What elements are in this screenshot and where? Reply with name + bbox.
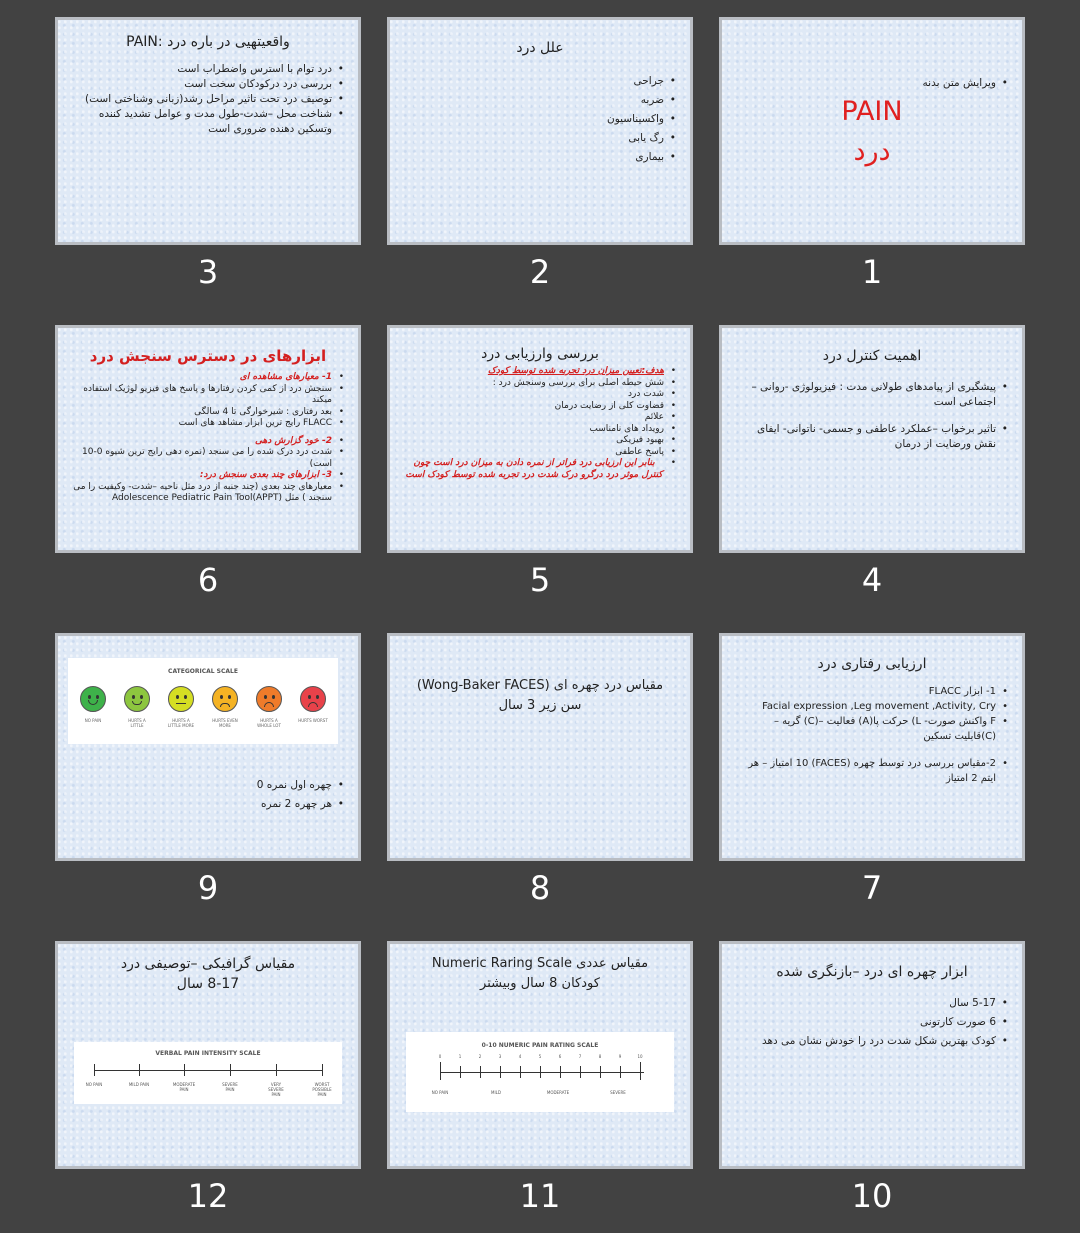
slide-5 (387, 325, 693, 553)
slide-title: بررسی وارزیابی درد (481, 346, 599, 362)
list-item: • ضربه (404, 91, 676, 110)
scale-number: 9 (618, 1054, 622, 1059)
scale-number: 7 (578, 1054, 582, 1059)
verbal-scale-image (74, 1042, 342, 1104)
list-item: • توصیف درد تحت تاثیر مراحل رشد(زبانی وشناختی است) (72, 92, 344, 107)
list-item: • F واکنش صورت- L) حرکت پا(A) فعالیت –(C) گریه –(C)قابلیت تسکین (736, 714, 1008, 744)
list-item: • 2-مقیاس بررسی درد توسط چهره (FACES) 10 امتیاز – هر ایتم 2 امتیاز (736, 756, 1008, 786)
bullet-list (72, 62, 344, 137)
list-item: • علائم (404, 412, 676, 424)
bullet-list (72, 372, 344, 505)
slide-2 (387, 17, 693, 245)
list-item: • بررسی درد درکودکان سخت است (72, 77, 344, 92)
list-item: • 1- ابزار FLACC (736, 684, 1008, 699)
slide-4 (719, 325, 1025, 553)
scale-label: NO PAIN (431, 1090, 449, 1095)
list-item: • شش حیطه اصلی برای بررسی وسنجش درد : (404, 378, 676, 390)
slide-subtitle: 8-17 سال (176, 976, 240, 992)
face-icon (300, 686, 326, 712)
list-item: • 6 صورت کارتونی (736, 1013, 1008, 1032)
list-item: • هدف:تعیین میزان درد تجربه شده توسط کودک (404, 366, 676, 378)
slide-number: 4 (861, 561, 883, 599)
scale-number: 10 (637, 1054, 643, 1059)
scale-number: 2 (478, 1054, 482, 1059)
scale-number: 3 (498, 1054, 502, 1059)
bullet-list (404, 72, 676, 167)
list-item: • ویرایش متن بدنه (736, 76, 1008, 91)
slide-number: 7 (861, 869, 883, 907)
list-item: • FLACC رایج ترین ابزار مشاهد های است (72, 418, 344, 430)
slide-number: 2 (529, 253, 551, 291)
numeric-scale-image (406, 1032, 674, 1112)
face-label: NO PAIN (84, 718, 102, 723)
slide-title: ابزار چهره ای درد –بازنگری شده (776, 964, 968, 980)
bullet-list (736, 684, 1008, 786)
list-item: • بنابر این ارزیابی درد فراتر از نمره دادن به میزان درد است چون کنترل موثر درد درگرو درک شدت درد تجربه شده توسط کودک است (404, 458, 676, 481)
list-item: • 2- خود گزارش دهی (72, 436, 344, 448)
scale-label: MODERATE (546, 1090, 570, 1095)
list-item: • 5-17 سال (736, 994, 1008, 1013)
bullet-list (736, 994, 1008, 1051)
list-item: • شدت درد (404, 389, 676, 401)
list-item: • جراحی (404, 72, 676, 91)
slide-number: 8 (529, 869, 551, 907)
list-item: • 3- ابزارهای چند بعدی سنجش درد: (72, 470, 344, 482)
slide-number: 1 (861, 253, 883, 291)
list-item: • Facial expression ,Leg movement ,Activity, Cry (736, 699, 1008, 714)
slide-number: 10 (851, 1177, 893, 1215)
slide-11 (387, 941, 693, 1169)
list-item: • قضاوت کلی از رضایت درمان (404, 401, 676, 413)
slide-title-fa: درد (853, 136, 891, 167)
list-item: • رویداد های نامناسب (404, 424, 676, 436)
slide-title: علل درد (516, 40, 564, 56)
slide-subtitle: سن زیر 3 سال (498, 698, 582, 713)
slide-number: 6 (197, 561, 219, 599)
face-icon (80, 686, 106, 712)
list-item: • پاسخ عاطفی (404, 447, 676, 459)
bullet-list (72, 776, 344, 814)
scale-title: 0-10 NUMERIC PAIN RATING SCALE (481, 1042, 599, 1049)
scale-label: NO PAIN (85, 1082, 103, 1087)
slide-number: 3 (197, 253, 219, 291)
categorical-scale-image (68, 658, 338, 744)
face-label: HURTS A LITTLE MORE (167, 718, 195, 728)
scale-title: CATEGORICAL SCALE (168, 668, 238, 675)
scale-label: SEVERE PAIN (222, 1082, 238, 1092)
face-icon (256, 686, 282, 712)
list-item: • شناخت محل –شدت-طول مدت و عوامل تشدید کننده وتسکین دهنده ضروری است (72, 107, 344, 137)
list-item: • کودک بهترین شکل شدت درد را خودش نشان می دهد (736, 1032, 1008, 1051)
scale-number: 5 (538, 1054, 542, 1059)
face-label: HURTS A WHOLE LOT (257, 718, 281, 728)
slide-title: ابزارهای در دسترس سنجش درد (89, 347, 327, 365)
face-icon (212, 686, 238, 712)
bullet-list (736, 380, 1008, 452)
scale-number: 0 (438, 1054, 442, 1059)
slide-title: مقیاس درد چهره ای (Wong-Baker FACES) (416, 678, 664, 693)
slide-3 (55, 17, 361, 245)
slide-number: 12 (187, 1177, 229, 1215)
face-icon (168, 686, 194, 712)
scale-label: VERY SEVERE PAIN (268, 1082, 284, 1097)
slide-7 (719, 633, 1025, 861)
list-item: • بهبود فیزیکی (404, 435, 676, 447)
slide-12 (55, 941, 361, 1169)
scale-label: MILD (491, 1090, 501, 1095)
slide-title: ارزیابی رفتاری درد (817, 656, 927, 672)
slide-title-en: PAIN (841, 96, 903, 127)
list-item: • 1- معیارهای مشاهده ای (72, 372, 344, 384)
list-item: • معیارهای چند بعدی (چند جنبه از درد مثل ناحیه –شدت- وکیفیت را می سنجند ) مثل Adolescence Pediatric Pain Tool(APPT) (72, 482, 344, 505)
face-label: HURTS A LITTLE (128, 718, 146, 728)
list-item: • بیماری (404, 148, 676, 167)
list-item: • درد توام با استرس واضطراب است (72, 62, 344, 77)
slide-subtitle: کودکان 8 سال وبیشتر (480, 976, 600, 991)
scale-title: VERBAL PAIN INTENSITY SCALE (155, 1050, 261, 1057)
scale-number: 8 (598, 1054, 602, 1059)
slide-number: 5 (529, 561, 551, 599)
slide-1 (719, 17, 1025, 245)
face-icon (124, 686, 150, 712)
slide-6 (55, 325, 361, 553)
list-item: • تاثیر برخواب –عملکرد عاطفی و جسمی- ناتوانی- ایفای نقش ورضایت از درمان (736, 422, 1008, 452)
slide-title: اهمیت کنترل درد (822, 348, 922, 364)
scale-number: 4 (518, 1054, 522, 1059)
slide-number: 9 (197, 869, 219, 907)
list-item: • رگ یابی (404, 129, 676, 148)
scale-label: MILD PAIN (128, 1082, 150, 1087)
list-item: • هر چهره 2 نمره (72, 795, 344, 814)
face-label: HURTS WORST (298, 718, 328, 723)
bullet-list (404, 366, 676, 481)
numeric-ticks (440, 1062, 650, 1082)
list-item: • بعد رفتاری : شیرخوارگی تا 4 سالگی (72, 407, 344, 419)
list-item: • چهره اول نمره 0 (72, 776, 344, 795)
scale-label: SEVERE (610, 1090, 626, 1095)
scale-label: WORST POSSIBLE PAIN (312, 1082, 332, 1097)
list-item: • واکسیناسیون (404, 110, 676, 129)
slide-10 (719, 941, 1025, 1169)
slide-9 (55, 633, 361, 861)
scale-number: 1 (458, 1054, 462, 1059)
slide-title: واقعیتهیی در باره درد :PAIN (126, 34, 290, 50)
slide-title: مقیاس عددی Numeric Raring Scale (431, 956, 649, 971)
list-item: • سنجش درد از کمی کردن رفتارها و پاسخ های فیزیو لوژیک استفاده میکند (72, 384, 344, 407)
scale-label: MODERATE PAIN (172, 1082, 196, 1092)
slide-8 (387, 633, 693, 861)
slide-number: 11 (519, 1177, 561, 1215)
face-label: HURTS EVEN MORE (212, 718, 238, 728)
list-item: • پیشگیری از پیامدهای طولانی مدت : فیزیولوژی -روانی –اجتماعی است (736, 380, 1008, 410)
scale-number: 6 (558, 1054, 562, 1059)
bullet-list (736, 76, 1008, 91)
slide-title: مقیاس گرافیکی –توصیفی درد (120, 956, 296, 972)
list-item: • شدت درد درک شده را می سنجد (نمره دهی رایج ترین شیوه 0-10 است) (72, 447, 344, 470)
